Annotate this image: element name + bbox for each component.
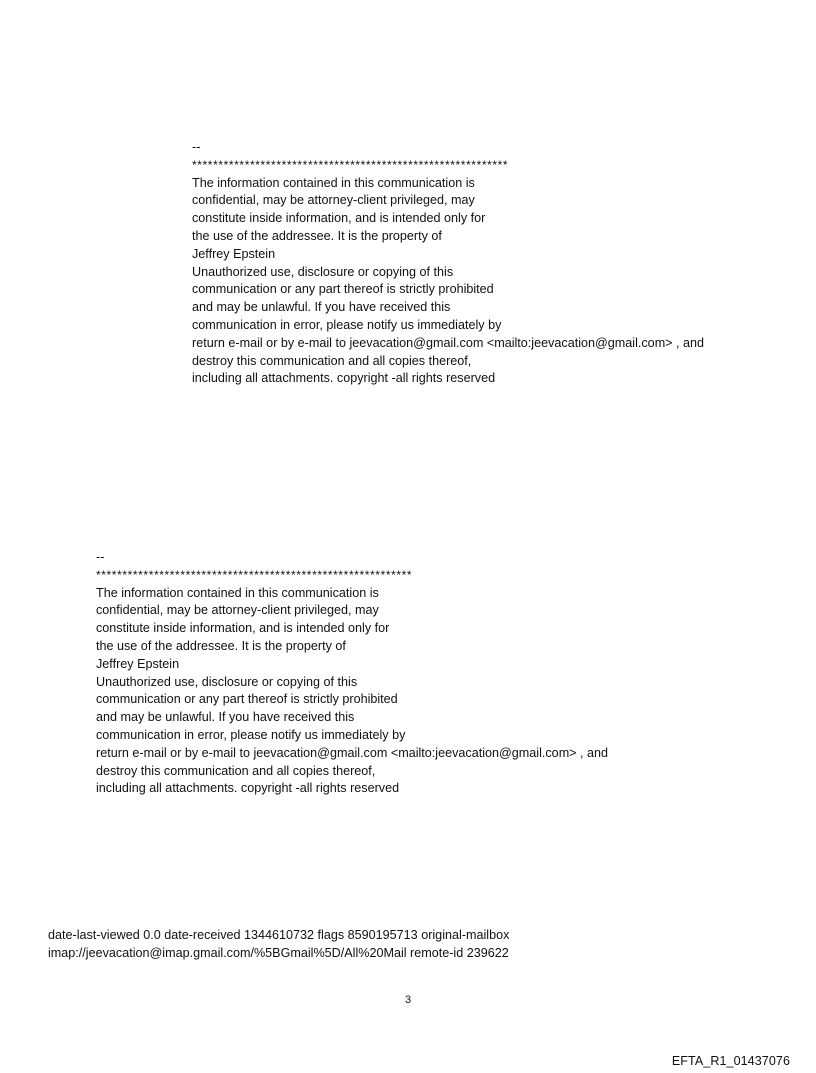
disclaimer-line: communication or any part thereof is strictly prohibited bbox=[192, 282, 494, 297]
disclaimer-line: the use of the addressee. It is the property of bbox=[192, 228, 442, 243]
disclaimer-line: Unauthorized use, disclosure or copying of this bbox=[96, 674, 358, 689]
disclaimer-line: destroy this communication and all copies thereof, bbox=[96, 763, 376, 778]
disclaimer-line: constitute inside information, and is intended only for bbox=[96, 621, 390, 636]
metadata-line: date-last-viewed 0.0 date-received 1344610732 flags 8590195713 original-mailbox bbox=[48, 928, 510, 942]
disclaimer-line: including all attachments. copyright -all rights reserved bbox=[96, 781, 400, 796]
disclaimer-line: including all attachments. copyright -all rights reserved bbox=[192, 371, 496, 386]
disclaimer-line: return e-mail or by e-mail to jeevacation@gmail.com <mailto:jeevacation@gmail.com> , and bbox=[96, 745, 609, 760]
disclaimer-line: confidential, may be attorney-client privileged, may bbox=[192, 193, 475, 208]
disclaimer-line: constitute inside information, and is intended only for bbox=[192, 211, 486, 226]
disclaimer-line: The information contained in this communication is bbox=[96, 585, 379, 600]
separator: -- bbox=[96, 550, 105, 564]
disclaimer-line: destroy this communication and all copies thereof, bbox=[192, 353, 472, 368]
metadata-line: imap://jeevacation@imap.gmail.com/%5BGmail%5D/All%20Mail remote-id 239622 bbox=[48, 946, 509, 960]
disclaimer-line: and may be unlawful. If you have received this bbox=[96, 710, 355, 725]
asterisk-divider: ************************************************************ bbox=[192, 157, 509, 172]
disclaimer-block bbox=[96, 549, 608, 798]
asterisk-divider: ************************************************************ bbox=[96, 567, 413, 582]
disclaimer-line: communication in error, please notify us immediately by bbox=[96, 727, 406, 742]
disclaimer-line: Jeffrey Epstein bbox=[96, 656, 180, 671]
disclaimer-line: communication or any part thereof is strictly prohibited bbox=[96, 692, 398, 707]
document-id: EFTA_R1_01437076 bbox=[671, 1054, 790, 1068]
disclaimer-line: communication in error, please notify us immediately by bbox=[192, 317, 502, 332]
page-number: 3 bbox=[404, 994, 412, 1006]
disclaimer-line: and may be unlawful. If you have received this bbox=[192, 300, 451, 315]
disclaimer-line: return e-mail or by e-mail to jeevacation@gmail.com <mailto:jeevacation@gmail.com> , and bbox=[192, 335, 705, 350]
disclaimer-line: the use of the addressee. It is the property of bbox=[96, 638, 346, 653]
disclaimer-line: confidential, may be attorney-client privileged, may bbox=[96, 603, 379, 618]
disclaimer-block bbox=[192, 139, 704, 388]
mail-metadata bbox=[48, 926, 509, 962]
separator: -- bbox=[192, 140, 201, 154]
disclaimer-line: Unauthorized use, disclosure or copying of this bbox=[192, 264, 454, 279]
disclaimer-line: The information contained in this communication is bbox=[192, 175, 475, 190]
disclaimer-line: Jeffrey Epstein bbox=[192, 246, 276, 261]
